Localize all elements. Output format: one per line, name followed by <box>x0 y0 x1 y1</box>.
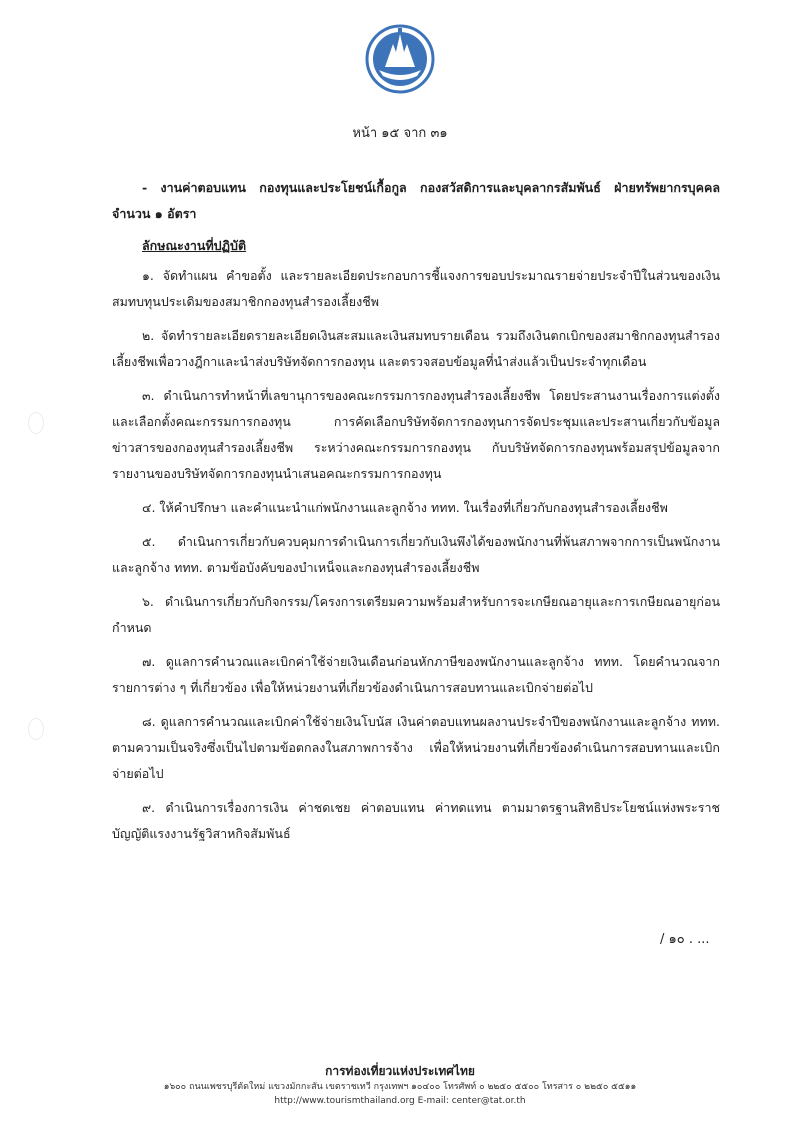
duty-item: ๘. ดูแลการคำนวณและเบิกค่าใช้จ่ายเงินโบนัส เงินค่าตอบแทนผลงานประจำปีของพนักงานและลูกจ้าง ททท. ตามความเป็นจริงซึ่งเป็นไปตามข้อตกลงในสภาพการจ้าง เพื่อให้หน่วยงานที่เกี่ยวข้องดำเนินการสอบทานและเบิกจ่ายต่อไป <box>112 714 720 781</box>
footer-contact: http://www.tourismthailand.org E-mail: center@tat.or.th <box>274 1096 526 1106</box>
page-number: หน้า ๑๕ จาก ๓๑ <box>352 126 448 141</box>
duty-item: ๒. จัดทำรายละเอียดรายละเอียดเงินสะสมและเงินสมทบรายเดือน รวมถึงเงินตกเบิกของสมาชิกกองทุนสำรองเลี้ยงชีพเพื่อวางฎีกาและนำส่งบริษัทจัดการกองทุน และตรวจสอบข้อมูลที่นำส่งแล้วเป็นประจำทุกเดือน <box>112 328 720 369</box>
duty-item: ๖. ดำเนินการเกี่ยวกับกิจกรรม/โครงการเตรียมความพร้อมสำหรับการจะเกษียณอายุและการเกษียณอายุก่อนกำหนด <box>112 594 720 635</box>
duty-item: ๔. ให้คำปรึกษา และคำแนะนำแก่พนักงานและลูกจ้าง ททท. ในเรื่องที่เกี่ยวกับกองทุนสำรองเลี้ยงชีพ <box>142 500 668 515</box>
position-title <box>112 175 720 227</box>
footer-address: ๑๖๐๐ ถนนเพชรบุรีตัดใหม่ แขวงมักกะสัน เขตราชเทวี กรุงเทพฯ ๑๐๔๐๐ โทรศัพท์ ๐ ๒๒๕๐ ๕๕๐๐ โทรสาร ๐ ๒๒๕๐ ๕๕๑๑ <box>163 1082 637 1092</box>
duty-item: ๕. ดำเนินการเกี่ยวกับควบคุมการดำเนินการเกี่ยวกับเงินพึงได้ของพนักงานที่พ้นสภาพจากการเป็นพนักงานและลูกจ้าง ททท. ตามข้อบังคับของบำเหน็จและกองทุนสำรองเลี้ยงชีพ <box>112 534 720 575</box>
page-footer <box>0 1062 800 1108</box>
continuation-marker: / ๑๐ . ... <box>660 932 710 947</box>
footer-organization: การท่องเที่ยวแห่งประเทศไทย <box>325 1064 475 1078</box>
position-title-text: - งานค่าตอบแทน กองทุนและประโยชน์เกื้อกูล กองสวัสดิการและบุคลากรสัมพันธ์ ฝ่ายทรัพยากรบุคคล จำนวน ๑ อัตรา <box>112 180 720 221</box>
punch-hole-mark <box>28 718 44 740</box>
duty-item: ๓. ดำเนินการทำหน้าที่เลขานุการของคณะกรรมการกองทุนสำรองเลี้ยงชีพ โดยประสานงานเรื่องการแต่งตั้งและเลือกตั้งคณะกรรมการกองทุน การคัดเลือกบริษัทจัดการกองทุนการจัดประชุมและประสานเกี่ยวกับข้อมูลข่าวสารของกองทุนสำรองเลี้ยงชีพ ระหว่างคณะกรรมการกองทุน กับบริษัทจัดการกองทุนพร้อมสรุปข้อมูลจากรายงานของบริษัทจัดการกองทุนนำเสนอคณะกรรมการกองทุน <box>112 388 720 481</box>
duty-item: ๙. ดำเนินการเรื่องการเงิน ค่าชดเชย ค่าตอบแทน ค่าทดแทน ตามมาตรฐานสิทธิประโยชน์แห่งพระราชบัญญัติแรงงานรัฐวิสาหกิจสัมพันธ์ <box>112 800 720 841</box>
duties-list <box>112 263 720 847</box>
duty-item: ๑. จัดทำแผน คำขอตั้ง และรายละเอียดประกอบการชี้แจงการขอบประมาณรายจ่ายประจำปีในส่วนของเงินสมทบทุนประเดิมของสมาชิกกองทุนสำรองเลี้ยงชีพ <box>112 268 720 309</box>
punch-hole-mark <box>28 412 44 434</box>
duty-item: ๗. ดูแลการคำนวณและเบิกค่าใช้จ่ายเงินเดือนก่อนหักภาษีของพนักงานและลูกจ้าง ททท. โดยคำนวณจากรายการต่าง ๆ ที่เกี่ยวข้อง เพื่อให้หน่วยงานที่เกี่ยวข้องดำเนินการสอบทานและเบิกจ่ายต่อไป <box>112 654 720 695</box>
tat-emblem-icon <box>365 22 435 96</box>
duties-heading: ลักษณะงานที่ปฏิบัติ <box>142 238 247 253</box>
document-body <box>112 175 720 855</box>
